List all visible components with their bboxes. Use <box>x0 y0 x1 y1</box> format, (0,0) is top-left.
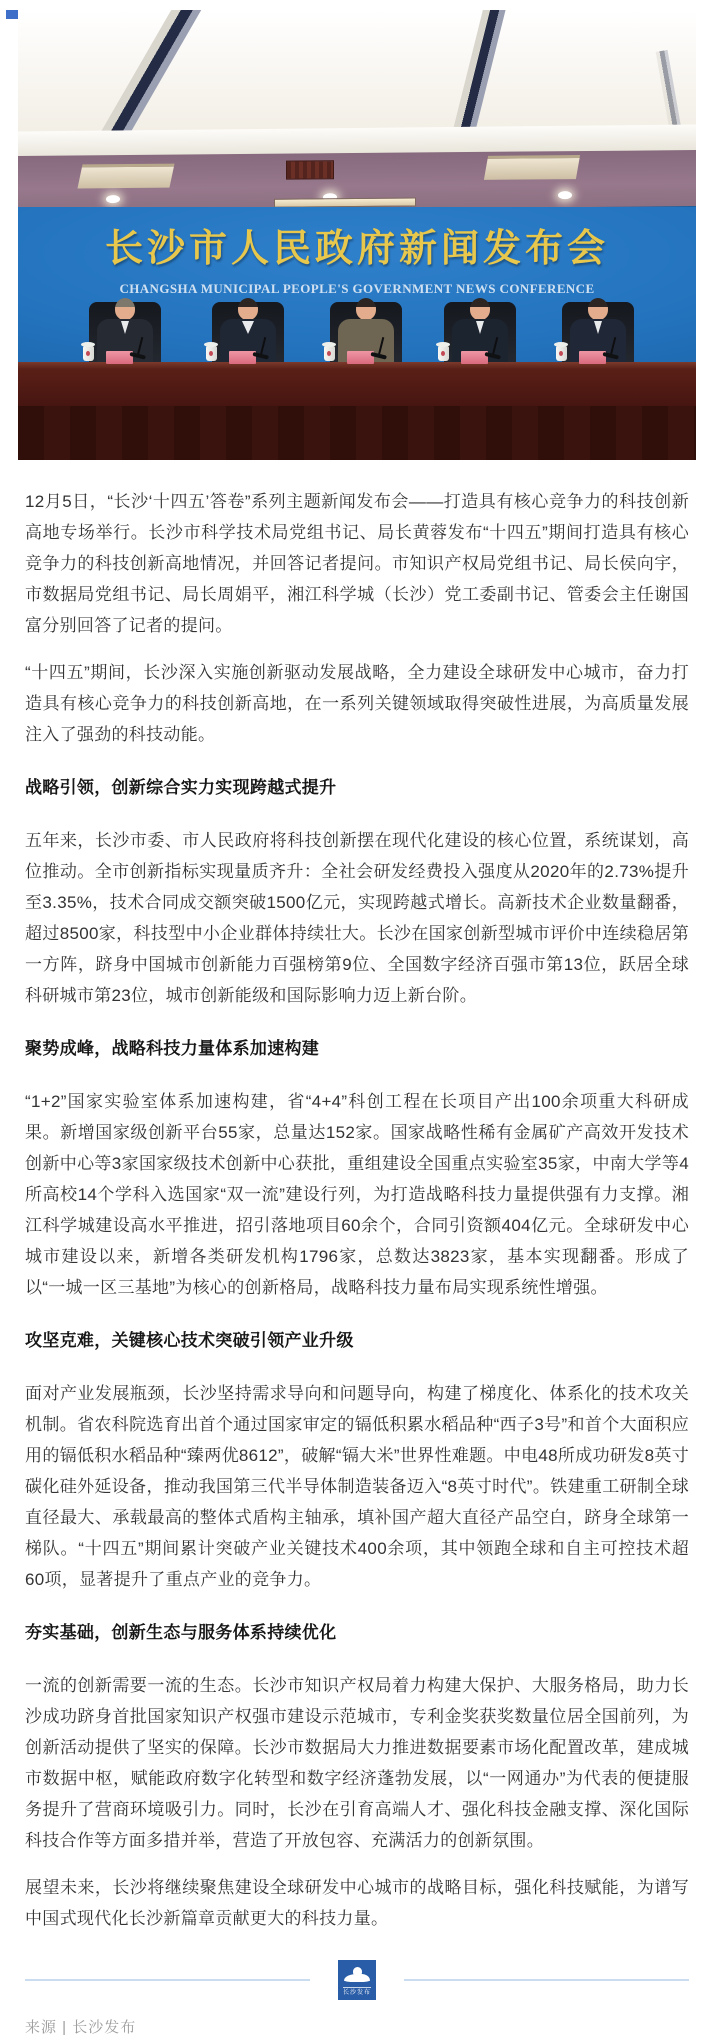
teacup <box>83 346 94 361</box>
conference-table-front <box>18 406 696 460</box>
air-vent <box>484 155 580 180</box>
speaker-head <box>588 298 608 320</box>
downlight <box>106 195 120 203</box>
teacup <box>324 346 335 361</box>
logo-label: 长沙发布 <box>343 1987 371 1996</box>
paragraph: “1+2”国家实验室体系加速构建，省“4+4”科创工程在长项目产出100余项重大科研成果。新增国家级创新平台55家，总量达152家。国家战略性稀有金属矿产高效开发技术创新中心等3家国家级技术创新中心获批，重组建设全国重点实验室35家，中南大学等4所高校14个学科入选国家“双一流”建设行列，为打造战略科技力量提供强有力支撑。湘江科学城建设高水平推进，招引落地项目60余个，合同引资额404亿元。全球研发中心城市建设以来，新增各类研发机构1796家，总数达3823家，基本实现翻番。形成了以“一城一区三基地”为核心的创新格局，战略科技力量布局实现系统性增强。 <box>25 1092 689 1297</box>
conference-table <box>18 362 696 406</box>
divider-line <box>25 1979 310 1981</box>
paragraph: 展望未来，长沙将继续聚焦建设全球研发中心城市的战略目标，强化科技赋能，为谱写中国式现代化长沙新篇章贡献更大的科技力量。 <box>25 1878 689 1928</box>
teacup <box>438 346 449 361</box>
vent-grille <box>286 160 334 179</box>
ceiling-band <box>18 150 696 212</box>
paragraph: 12月5日，“长沙‘十四五’答卷”系列主题新闻发布会——打造具有核心竞争力的科技创新高地专场举行。长沙市科学技术局党组书记、局长黄蓉发布“十四五”期间打造具有核心竞争力的科技创新高地情况，并回答记者提问。市知识产权局党组书记、局长侯向宇，市数据局党组书记、局长周娟平，湘江科学城（长沙）党工委副书记、管委会主任谢国富分别回答了记者的提问。 <box>25 492 689 635</box>
air-vent <box>77 164 174 189</box>
speaker-head <box>470 298 490 320</box>
divider-line <box>404 1979 689 1981</box>
changsha-fabu-logo <box>338 1960 376 2000</box>
teacup <box>206 346 217 361</box>
speaker-head <box>115 298 135 320</box>
teacup <box>556 346 567 361</box>
paragraph: 五年来，长沙市委、市人民政府将科技创新摆在现代化建设的核心位置，系统谋划，高位推动。全市创新指标实现量质齐升：全社会研发经费投入强度从2020年的2.73%提升至3.35%，技术合同成交额突破1500亿元，实现跨越式增长。高新技术企业数量翻番，超过8500家，科技型中小企业群体持续壮大。长沙在国家创新型城市评价中连续稳居第一方阵，跻身中国城市创新能力百强榜第9位、全国数字经济百强市第13位，跃居全球科研城市第23位，城市创新能级和国际影响力迈上新台阶。 <box>25 831 689 1005</box>
downlight <box>558 191 572 199</box>
section-heading: 战略引领，创新综合实力实现跨越式提升 <box>25 778 337 797</box>
paragraph: “十四五”期间，长沙深入实施创新驱动发展战略，全力建设全球研发中心城市，奋力打造具有核心竞争力的科技创新高地，在一系列关键领域取得突破性进展，为高质量发展注入了强劲的科技动能。 <box>25 663 689 744</box>
section-heading: 夯实基础，创新生态与服务体系持续优化 <box>25 1623 337 1642</box>
footer-divider <box>25 1960 689 2000</box>
article-body <box>25 460 689 1934</box>
press-conference-photo[interactable] <box>18 10 696 460</box>
source-credit: 来源 | 长沙发布 <box>25 2019 137 2036</box>
speaker-head <box>238 298 258 320</box>
paragraph: 一流的创新需要一流的生态。长沙市知识产权局着力构建大保护、大服务格局，助力长沙成功跻身首批国家知识产权强市建设示范城市，专利金奖获奖数量位居全国前列，为创新活动提供了坚实的保障。长沙市数据局大力推进数据要素市场化配置改革，建成城市数据中枢，赋能政府数字化转型和数字经济蓬勃发展，以“一网通办”为代表的便捷服务提升了营商环境吸引力。同时，长沙在引育高端人才、强化科技金融支撑、深化国际科技合作等方面多措并举，营造了开放包容、充满活力的创新氛围。 <box>25 1676 689 1850</box>
ceiling-beam <box>452 10 510 138</box>
speaker-head <box>356 298 376 320</box>
paragraph: 面对产业发展瓶颈，长沙坚持需求导向和问题导向，构建了梯度化、体系化的技术攻关机制。省农科院选育出首个通过国家审定的镉低积累水稻品种“西子3号”和首个大面积应用的镉低积水稻品种“臻两优8612”，破解“镉大米”世界性难题。中电48所成功研发8英寸碳化硅外延设备，推动我国第三代半导体制造装备迈入“8英寸时代”。铁建重工研制全球直径最大、承载最高的整体式盾构主轴承，填补国产超大直径产品空白，跻身全球第一梯队。“十四五”期间累计突破产业关键技术400余项，其中领跑全球和自主可控技术超60项，显著提升了重点产业的竞争力。 <box>25 1384 689 1589</box>
banner-subtitle: CHANGSHA MUNICIPAL PEOPLE'S GOVERNMENT NEWS CONFERENCE <box>119 281 595 296</box>
logo-art <box>344 1967 370 1982</box>
banner-title: 长沙市人民政府新闻发布会 <box>104 228 609 270</box>
skylight-ceiling <box>18 10 696 160</box>
section-heading: 聚势成峰，战略科技力量体系加速构建 <box>25 1039 320 1058</box>
section-heading: 攻坚克难，关键核心技术突破引领产业升级 <box>25 1331 354 1350</box>
